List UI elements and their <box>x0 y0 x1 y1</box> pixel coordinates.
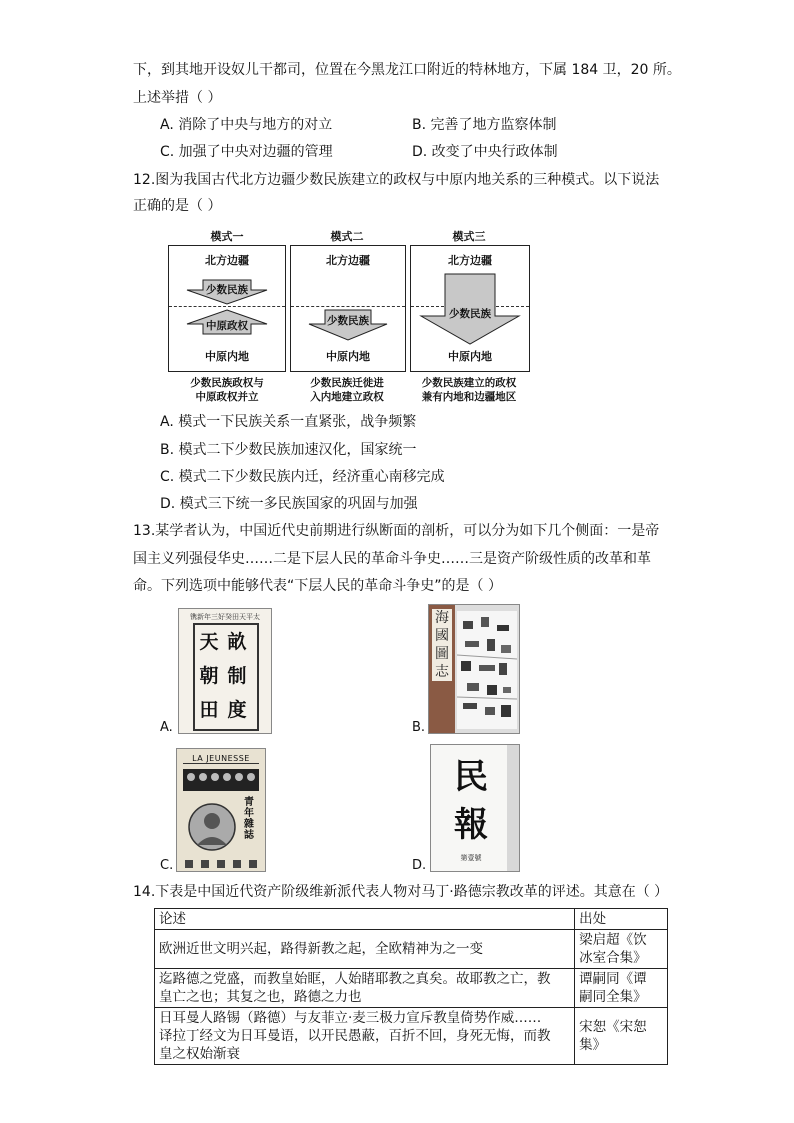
row1-src-line2: 冰室合集》 <box>579 950 647 966</box>
table-header-source: 出处 <box>575 909 668 930</box>
mode1-bottom-label: 中原内地 <box>205 350 249 363</box>
option-b-char3: 圖 <box>435 646 449 662</box>
table-cell-statement <box>155 1008 575 1065</box>
option-c-label[interactable]: C. <box>160 858 174 873</box>
option-b-title <box>432 609 452 681</box>
q13-line2: 国主义列强侵华史……二是下层人民的革命斗争史……三是资产阶级性质的改革和革 <box>133 551 651 567</box>
row3-src-line1: 宋恕《宋恕 <box>579 1019 647 1035</box>
table-cell-statement <box>155 930 575 969</box>
option-c-side-title <box>239 797 259 841</box>
option-c-figures <box>183 769 259 791</box>
option-c-footer <box>185 859 257 869</box>
option-d-title <box>441 753 501 849</box>
q12-option-b[interactable]: B. 模式二下少数民族加速汉化，国家统一 <box>160 442 417 458</box>
q11-line1: 下，到其地开设奴儿干都司，位置在今黑龙江口附近的特林地方，下属 184 卫，20 所。 <box>133 62 681 78</box>
row2-text-line2: 皇亡之也；其复之也，路德之力也 <box>159 989 362 1005</box>
mode1-caption-line2: 中原政权并立 <box>195 391 259 403</box>
mode3-caption <box>404 376 534 404</box>
option-b-image[interactable] <box>428 604 520 734</box>
q11-option-c[interactable]: C. 加强了中央对边疆的管理 <box>160 144 333 160</box>
table-row <box>155 1008 668 1065</box>
table-row <box>155 969 668 1008</box>
option-b-char2: 國 <box>435 628 449 644</box>
mode3-title: 模式三 <box>452 230 486 243</box>
mode1-caption-line1: 少数民族政权与 <box>190 377 264 389</box>
mode1-caption <box>168 376 286 404</box>
mode2-top-label: 北方边疆 <box>326 254 370 267</box>
q13-line3: 命。下列选项中能够代表“下层人民的革命斗争史”的是（ ） <box>133 578 502 594</box>
row2-src-line2: 嗣同全集》 <box>579 989 647 1005</box>
mode3-bottom-label: 中原内地 <box>448 350 492 363</box>
row3-text-line2: 译拉丁经文为日耳曼语，以开民愚蔽，百折不回，身死无悔，而教 <box>159 1028 551 1044</box>
row3-text-line3: 皇之权始渐衰 <box>159 1046 240 1062</box>
option-a-char6: 度 <box>227 699 247 721</box>
row1-src-line1: 梁启超《饮 <box>579 932 647 948</box>
option-d-spine <box>507 745 519 871</box>
mode1-title: 模式一 <box>210 230 244 243</box>
mode2-title: 模式二 <box>330 230 364 243</box>
option-a-col1 <box>199 625 219 727</box>
option-d-char2: 報 <box>454 805 488 845</box>
option-d-image[interactable] <box>430 744 520 872</box>
option-c-banner: LA JEUNESSE <box>183 754 259 764</box>
row3-src-line2: 集》 <box>579 1037 607 1053</box>
q12-option-a[interactable]: A. 模式一下民族关系一直紧张，战争频繁 <box>160 414 417 430</box>
row3-text-line1: 日耳曼人路锡（路德）与友菲立·麦三极力宣斥教皇倚势作威…… <box>159 1010 542 1026</box>
row2-text-line1: 迄路德之党盛，而教皇始眶，人始睹耶教之真矣。故耶教之亡，教 <box>159 971 551 987</box>
q12-option-c[interactable]: C. 模式二下少数民族内迁，经济重心南移完成 <box>160 469 445 485</box>
mode2-bottom-label: 中原内地 <box>326 350 370 363</box>
option-c-side3: 雜 <box>244 819 254 830</box>
mode2-panel <box>290 245 406 372</box>
q12-line2: 正确的是（ ） <box>133 198 222 214</box>
mode3-top-label: 北方边疆 <box>448 254 492 267</box>
table-header-row <box>155 909 668 930</box>
table-header-statement: 论述 <box>155 909 575 930</box>
q13-line1: 13.某学者认为，中国近代史前期进行纵断面的剖析，可以分为如下几个侧面：一是帝 <box>133 523 660 539</box>
option-a-char5: 制 <box>227 665 247 687</box>
q11-option-d[interactable]: D. 改变了中央行政体制 <box>412 144 558 160</box>
mode2-arrow-label: 少数民族 <box>327 315 369 327</box>
option-c-side4: 誌 <box>244 830 254 841</box>
table-row <box>155 930 668 969</box>
mode2-caption-line2: 入内地建立政权 <box>310 391 384 403</box>
mode3-caption-line1: 少数民族建立的政权 <box>421 377 517 389</box>
option-a-char1: 天 <box>199 631 219 653</box>
option-d-sub: 第壹號 <box>460 854 482 862</box>
option-a-char2: 朝 <box>199 665 219 687</box>
option-b-label[interactable]: B. <box>412 720 426 735</box>
q11-line2: 上述举措（ ） <box>133 90 222 106</box>
mode3-arrow-label: 少数民族 <box>449 308 491 320</box>
q11-option-b[interactable]: B. 完善了地方监察体制 <box>412 117 557 133</box>
mode1-top-label: 北方边疆 <box>205 254 249 267</box>
option-a-image[interactable] <box>178 608 272 734</box>
option-b-char4: 志 <box>435 664 449 680</box>
table-cell-source <box>575 930 668 969</box>
option-a-char3: 田 <box>199 699 219 721</box>
mode3-panel <box>410 245 530 372</box>
option-c-image[interactable] <box>176 748 266 872</box>
option-b-map <box>457 611 517 729</box>
option-c-side1: 青 <box>244 797 254 808</box>
mode3-caption-line2: 兼有内地和边疆地区 <box>421 391 517 403</box>
table-cell-source <box>575 1008 668 1065</box>
option-c-portrait <box>187 801 237 857</box>
q12-line1: 12.图为我国古代北方边疆少数民族建立的政权与中原内地关系的三种模式。以下说法 <box>133 172 660 188</box>
q12-option-d[interactable]: D. 模式三下统一多民族国家的巩固与加强 <box>160 496 418 512</box>
table-cell-statement <box>155 969 575 1008</box>
mode2-caption <box>288 376 406 404</box>
option-d-char1: 民 <box>454 757 488 797</box>
option-c-side2: 年 <box>244 808 254 819</box>
option-a-label[interactable]: A. <box>160 720 173 735</box>
mode1-down-label: 少数民族 <box>206 284 248 296</box>
q14-table <box>154 908 668 1065</box>
mode1-panel <box>168 245 286 372</box>
option-a-char4: 畝 <box>227 631 247 653</box>
mode2-caption-line1: 少数民族迁徙进 <box>310 377 384 389</box>
row2-src-line1: 谭嗣同《谭 <box>579 971 647 987</box>
q14-line1: 14.下表是中国近代资产阶级维新派代表人物对马丁·路德宗教改革的评述。其意在（ ） <box>133 884 669 900</box>
option-d-label[interactable]: D. <box>412 858 427 873</box>
row1-text-line1: 欧洲近世文明兴起，路得新教之起，全欧精神为之一变 <box>159 941 483 957</box>
option-a-header: 镌新年三好癸田天平太 <box>190 613 260 621</box>
table-cell-source <box>575 969 668 1008</box>
q11-option-a[interactable]: A. 消除了中央与地方的对立 <box>160 117 333 133</box>
mode1-up-label: 中原政权 <box>206 320 248 332</box>
option-b-char1: 海 <box>435 610 449 626</box>
option-a-col2 <box>227 625 247 727</box>
